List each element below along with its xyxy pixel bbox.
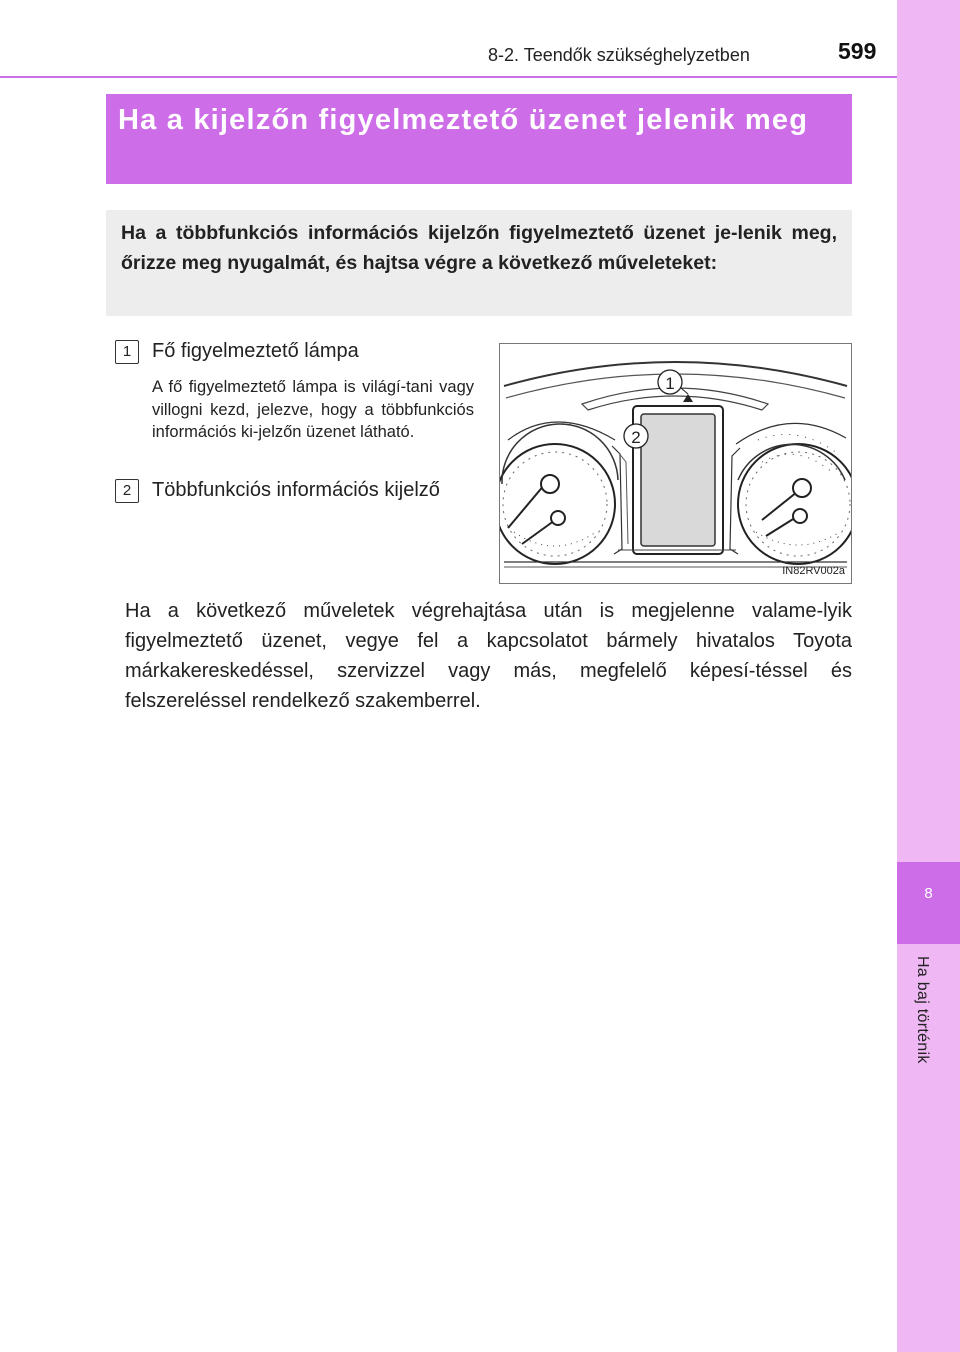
- chapter-number-tab: 8: [897, 862, 960, 944]
- title-banner: [106, 94, 852, 184]
- header-rule: [0, 76, 897, 78]
- item-1-number: 1: [115, 340, 139, 364]
- item-1-label: Fő figyelmeztető lámpa: [152, 340, 359, 362]
- body-paragraph: Ha a következő műveletek végrehajtása után is megjelenne valame-lyik figyelmeztető üzenet, vegye fel a kapcsolatot bármely hivatalos Toyota márkakereskedéssel, szervizzel vagy más, megfelelő képesí-téssel és felszereléssel rendelkező szakemberrel.: [125, 600, 852, 712]
- figure-code: IN82RV002a: [782, 565, 845, 577]
- intro-text: Ha a többfunkciós információs kijelzőn figyelmeztető üzenet je-lenik meg, őrizze meg nyugalmát, és hajtsa végre a következő műveleteket:: [121, 222, 837, 274]
- svg-text:2: 2: [631, 428, 641, 447]
- speedometer-gauge: [500, 424, 618, 564]
- item-2-label: Többfunkciós információs kijelző: [152, 479, 440, 501]
- svg-text:1: 1: [665, 374, 675, 393]
- section-heading: 8-2. Teendők szükséghelyzetben: [488, 45, 750, 65]
- chapter-title-tab: Ha baj történik: [914, 956, 931, 1064]
- page-number: 599: [838, 38, 877, 64]
- callout-2: [624, 424, 648, 448]
- item-1-description: A fő figyelmeztető lámpa is világí-tani vagy villogni kezd, jelezve, hogy a többfunkciós információs ki-jelzőn üzenet látható.: [152, 378, 474, 441]
- side-tab-background: [897, 0, 960, 1352]
- instrument-cluster-illustration: [500, 344, 851, 583]
- intro-box: [106, 210, 852, 316]
- instrument-cluster-figure: [499, 343, 852, 584]
- tachometer-gauge: [738, 434, 851, 564]
- page-title: Ha a kijelzőn figyelmeztető üzenet jelenik meg: [118, 104, 809, 136]
- item-2-number: 2: [115, 479, 139, 503]
